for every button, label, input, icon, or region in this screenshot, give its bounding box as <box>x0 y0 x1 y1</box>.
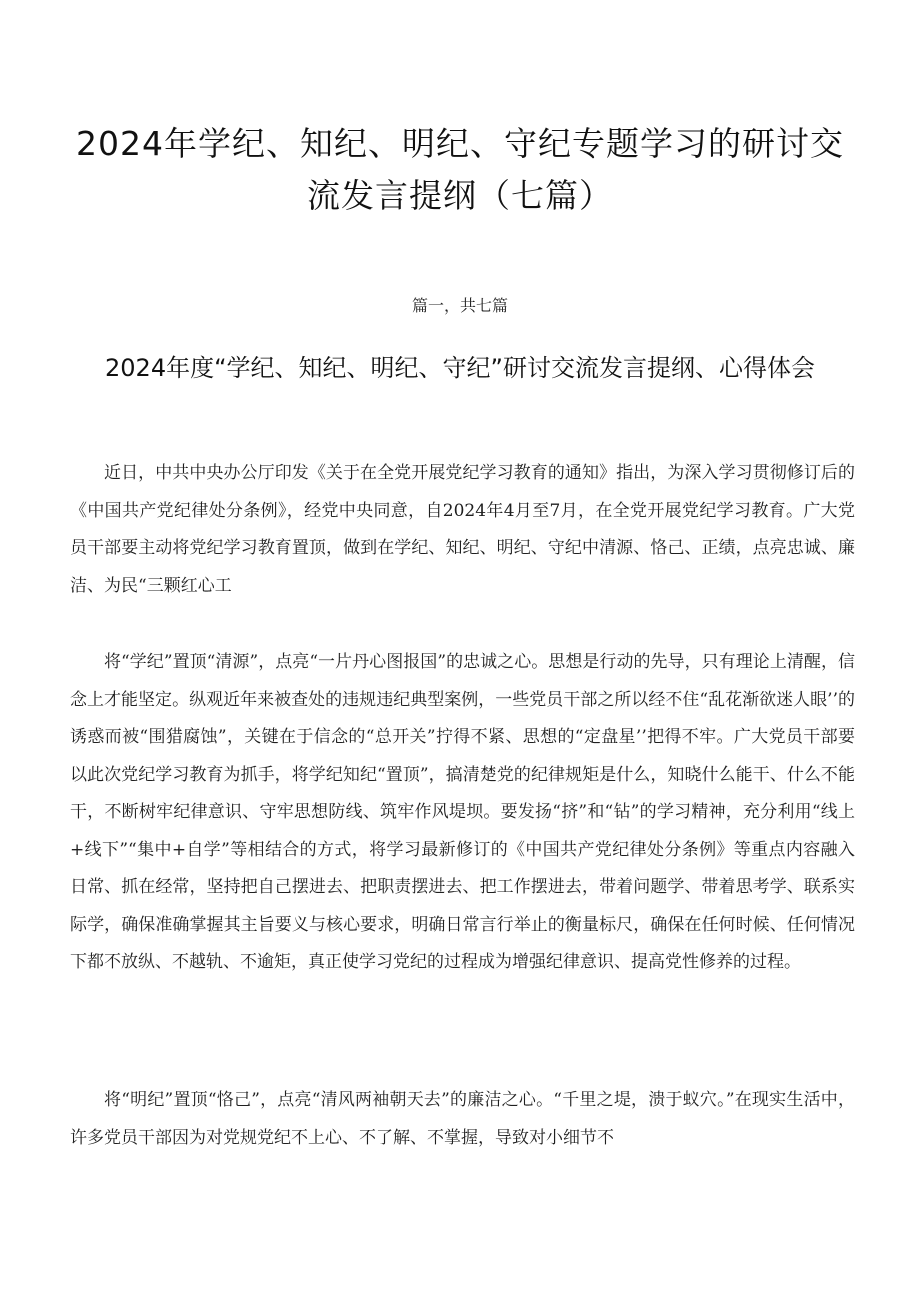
main-title: 2024年学纪、知纪、明纪、守纪专题学习的研讨交流发言提纲（七篇） <box>76 124 844 215</box>
paragraph-intro: 近日，中共中央办公厅印发《关于在全党开展党纪学习教育的通知》指出，为深入学习贯彻修订后的《中国共产党纪律处分条例》，经党中央同意，自2024年4月至7月，在全党开展党纪学习教育。广大党员干部要主动将党纪学习教育置顶，做到在学纪、知纪、明纪、守纪中清源、恪己、正绩，点亮忠诚、廉洁、为民“三颗红心工 <box>70 463 855 596</box>
paragraph-study-discipline: 将“学纪”置顶“清源”，点亮“一片丹心图报国”的忠诚之心。思想是行动的先导，只有理论上清醒，信念上才能坚定。纵观近年来被查处的违规违纪典型案例，一些党员干部之所以经不住“乱花渐欲迷人眼’’的诱惑而被“围猎腐蚀”，关键在于信念的“总开关”拧得不紧、思想的“定盘星’’把得不牢。广大党员干部要以此次党纪学习教育为抓手，将学纪知纪“置顶”，搞清楚党的纪律规矩是什么，知晓什么能干、什么不能干，不断树牢纪律意识、守牢思想防线、筑牢作风堤坝。要发扬“挤”和“钻”的学习精神，充分利用“线上+线下”“集中+自学”等相结合的方式，将学习最新修订的《中国共产党纪律处分条例》等重点内容融入日常、抓在经常，坚持把自己摆进去、把职责摆进去、把工作摆进去，带着问题学、带着思考学、联系实际学，确保准确掌握其主旨要义与核心要求，明确日常言行举止的衡量标尺，确保在任何时候、任何情况下都不放纵、不越轨、不逾矩，真正使学习党纪的过程成为增强纪律意识、提高党性修养的过程。 <box>70 652 855 972</box>
paragraph-understand-discipline: 将“明纪”置顶“恪己”，点亮“清风两袖朝天去”的廉洁之心。“千里之堤，溃于蚁穴。”在现实生活中，许多党员干部因为对党规党纪不上心、不了解、不掌握，导致对小细节不 <box>70 1090 855 1148</box>
section-label: 篇一，共七篇 <box>411 296 508 315</box>
article-title: 2024年度“学纪、知纪、明纪、守纪”研讨交流发言提纲、心得体会 <box>105 354 815 382</box>
